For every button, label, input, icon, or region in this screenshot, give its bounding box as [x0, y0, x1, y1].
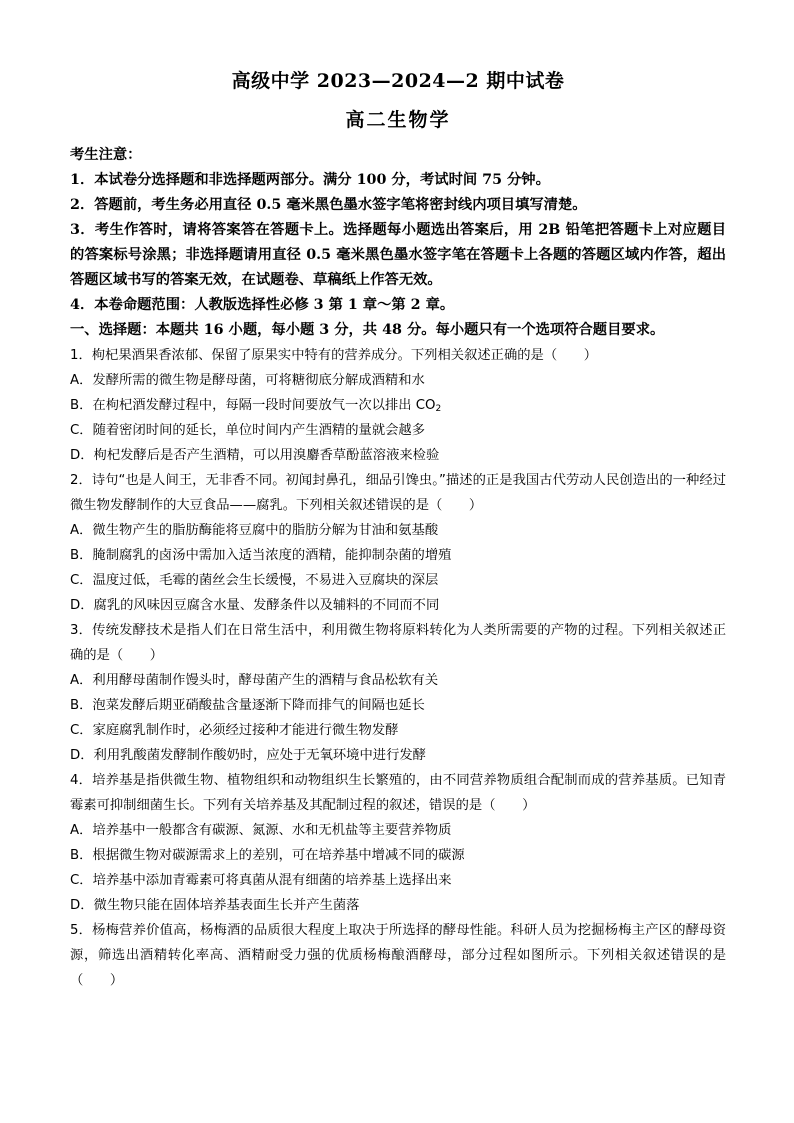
notice-item: 3．考生作答时，请将答案答在答题卡上。选择题每小题选出答案后，用 2B 铅笔把答题卡上对应题目的答案标号涂黑；非选择题请用直径 0.5 毫米黑色墨水签字笔在答题卡上各题的答题区域内作答，超出答题区域书写的答案无效，在试题卷、草稿纸上作答无效。 — [70, 222, 726, 288]
option-b: B．腌制腐乳的卤汤中需加入适当浓度的酒精，能抑制杂菌的增殖 — [70, 548, 452, 563]
exam-title: 高级中学 2023—2024—2 期中试卷 — [231, 70, 565, 92]
question-5 — [70, 918, 726, 993]
question-stem: 3．传统发酵技术是指人们在日常生活中，利用微生物将原料转化为人类所需要的产物的过程。下列相关叙述正确的是（ ） — [70, 623, 726, 663]
notice-block — [70, 143, 726, 318]
option-d: D．利用乳酸菌发酵制作酸奶时，应处于无氧环境中进行发酵 — [70, 748, 426, 763]
option-c: C．家庭腐乳制作时，必须经过接种才能进行微生物发酵 — [70, 723, 399, 738]
question-4 — [70, 768, 726, 918]
question-1 — [70, 343, 726, 468]
exam-page — [70, 68, 726, 993]
exam-subject: 高二生物学 — [345, 109, 451, 131]
question-2 — [70, 468, 726, 618]
section-heading: 一、选择题：本题共 16 小题，每小题 3 分，共 48 分。每小题只有一个选项符合题目要求。 — [70, 322, 665, 338]
option-c: C．培养基中添加青霉素可将真菌从混有细菌的培养基上选择出来 — [70, 873, 452, 888]
co2-subscript: 2 — [435, 404, 442, 414]
option-b-text: B．在枸杞酒发酵过程中，每隔一段时间要放气一次以排出 CO — [70, 398, 436, 413]
option-c: C．温度过低，毛霉的菌丝会生长缓慢，不易进入豆腐块的深层 — [70, 573, 439, 588]
option-d: D．微生物只能在固体培养基表面生长并产生菌落 — [70, 898, 360, 913]
option-c: C．随着密闭时间的延长，单位时间内产生酒精的量就会越多 — [70, 423, 426, 438]
option-b: B．泡菜发酵后期亚硝酸盐含量逐渐下降而排气的间隔也延长 — [70, 698, 425, 713]
option-d: D．腐乳的风味因豆腐含水量、发酵条件以及辅料的不同而不同 — [70, 598, 440, 613]
notice-item: 4．本卷命题范围：人教版选择性必修 3 第 1 章～第 2 章。 — [70, 297, 455, 313]
option-a: A．培养基中一般都含有碳源、氮源、水和无机盐等主要营养物质 — [70, 823, 452, 838]
option-d: D．枸杞发酵后是否产生酒精，可以用溴麝香草酚蓝溶液来检验 — [70, 448, 440, 463]
option-a: A．发酵所需的微生物是酵母菌，可将糖彻底分解成酒精和水 — [70, 373, 425, 388]
option-a: A．利用酵母菌制作馒头时，酵母菌产生的酒精与食品松软有关 — [70, 673, 439, 688]
notice-item: 1．本试卷分选择题和非选择题两部分。满分 100 分，考试时间 75 分钟。 — [70, 172, 550, 188]
question-stem: 4．培养基是指供微生物、植物组织和动物组织生长繁殖的，由不同营养物质组合配制而成的营养基质。已知青霉素可抑制细菌生长。下列有关培养基及其配制过程的叙述，错误的是（ ） — [70, 773, 726, 813]
question-3 — [70, 618, 726, 768]
question-stem: 2．诗句“也是人间王，无非香不同。初闻封鼻孔，细品引馋虫。”描述的正是我国古代劳动人民创造出的一种经过微生物发酵制作的大豆食品——腐乳。下列相关叙述错误的是（ ） — [70, 473, 726, 513]
question-stem: 1．枸杞果酒果香浓郁、保留了原果实中特有的营养成分。下列相关叙述正确的是（ ） — [70, 348, 598, 363]
question-stem: 5．杨梅营养价值高，杨梅酒的品质很大程度上取决于所选择的酵母性能。科研人员为挖掘杨梅主产区的酵母资源，筛选出酒精转化率高、酒精耐受力强的优质杨梅酿酒酵母，部分过程如图所示。下列相关叙述错误的是（ ） — [70, 923, 726, 988]
notice-heading: 考生注意： — [70, 147, 142, 163]
notice-item: 2．答题前，考生务必用直径 0.5 毫米黑色墨水签字笔将密封线内项目填写清楚。 — [70, 197, 587, 213]
option-a: A．微生物产生的脂肪酶能将豆腐中的脂肪分解为甘油和氨基酸 — [70, 523, 439, 538]
option-b — [70, 393, 726, 418]
option-b: B．根据微生物对碳源需求上的差别，可在培养基中增减不同的碳源 — [70, 848, 465, 863]
